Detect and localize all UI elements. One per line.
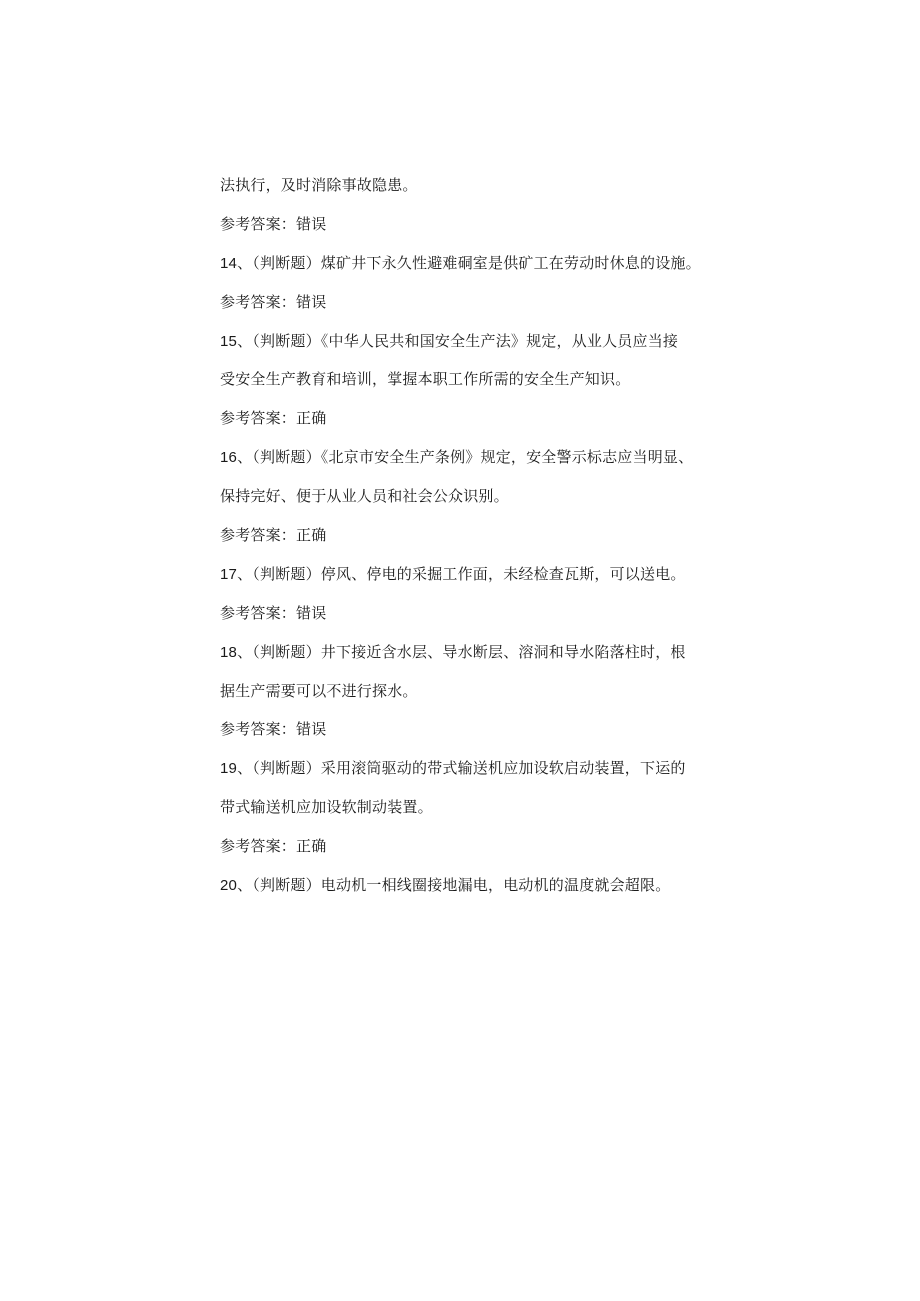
line-text: 带式输送机应加设软制动装置。: [220, 798, 433, 817]
answer-line: [220, 403, 720, 442]
text-line: [220, 676, 720, 715]
question-list: [220, 170, 720, 909]
question-line: [220, 248, 720, 287]
text-line: [220, 792, 720, 831]
answer-line: [220, 831, 720, 870]
question-number: 14: [220, 254, 238, 272]
line-text: 法执行，及时消除事故隐患。: [220, 176, 418, 194]
line-text: 参考答案：错误: [220, 214, 327, 233]
line-text: 据生产需要可以不进行探水。: [220, 681, 418, 700]
question-number: 20: [220, 877, 238, 895]
line-text: 参考答案：错误: [220, 292, 327, 311]
line-text: 参考答案：正确: [220, 409, 327, 428]
question-number: 19: [220, 760, 238, 778]
question-line: [220, 559, 720, 598]
line-text: 参考答案：正确: [220, 526, 327, 545]
answer-line: [220, 209, 720, 248]
text-line: [220, 170, 720, 209]
line-text: 受安全生产教育和培训，掌握本职工作所需的安全生产知识。: [220, 370, 631, 389]
text-line: [220, 481, 720, 520]
text-line: [220, 364, 720, 403]
question-line: [220, 326, 720, 365]
question-number: 17: [220, 565, 238, 583]
answer-line: [220, 287, 720, 326]
line-text: 、（判断题）采用滚筒驱动的带式输送机应加设软启动装置，下运的: [237, 759, 686, 778]
answer-line: [220, 520, 720, 559]
question-line: [220, 870, 720, 909]
line-text: 参考答案：错误: [220, 603, 327, 622]
line-text: 、（判断题）《北京市安全生产条例》规定，安全警示标志应当明显、: [237, 448, 694, 467]
line-text: 、（判断题）《中华人民共和国安全生产法》规定，从业人员应当接: [237, 331, 679, 350]
line-text: 、（判断题）电动机一相线圈接地漏电，电动机的温度就会超限。: [237, 876, 671, 895]
answer-line: [220, 598, 720, 637]
question-line: [220, 753, 720, 792]
question-line: [220, 442, 720, 481]
line-text: 、（判断题）井下接近含水层、导水断层、溶洞和导水陷落柱时，根: [237, 642, 686, 661]
line-text: 、（判断题）停风、停电的采掘工作面，未经检查瓦斯，可以送电。: [237, 564, 686, 583]
question-number: 18: [220, 643, 238, 661]
line-text: 参考答案：错误: [220, 720, 327, 739]
line-text: 、（判断题）煤矿井下永久性避难硐室是供矿工在劳动时休息的设施。: [237, 253, 701, 272]
question-number: 15: [220, 332, 238, 350]
line-text: 参考答案：正确: [220, 837, 327, 856]
answer-line: [220, 714, 720, 753]
question-line: [220, 637, 720, 676]
question-number: 16: [220, 449, 238, 467]
line-text: 保持完好、便于从业人员和社会公众识别。: [220, 487, 509, 506]
